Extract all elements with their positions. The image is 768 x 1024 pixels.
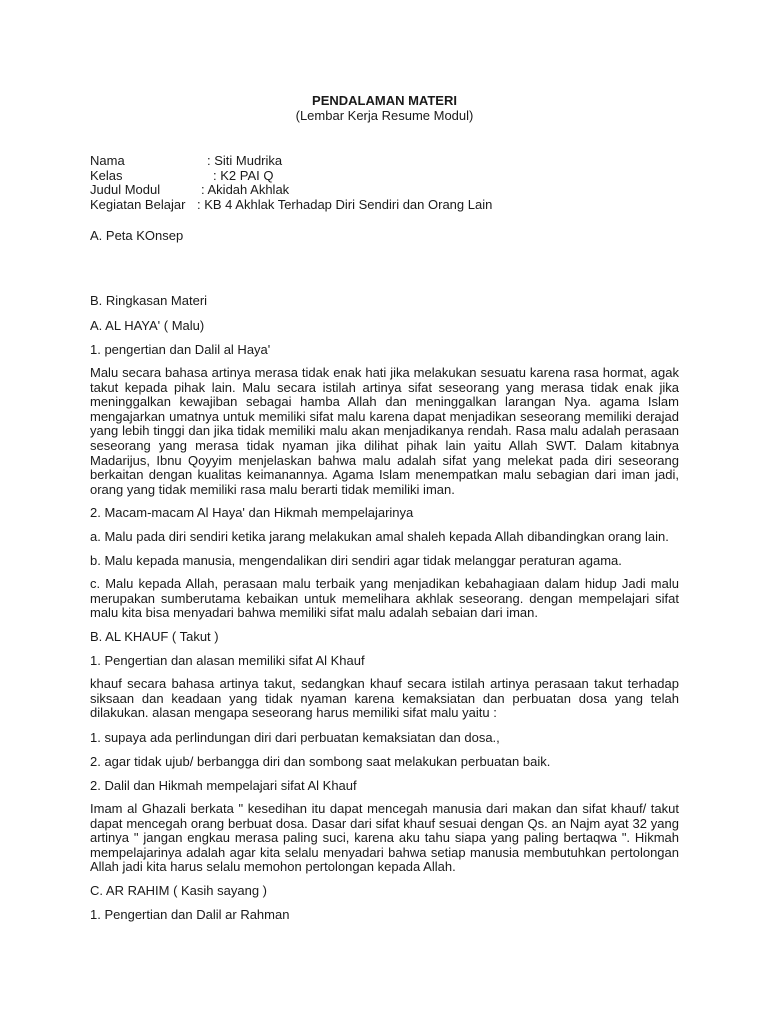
identity-value: : KB 4 Akhlak Terhadap Diri Sendiri dan Orang Lain [197, 196, 493, 212]
identity-label: Kegiatan Belajar [90, 196, 186, 212]
section-a-subheading-2: 2. Macam-macam Al Haya' dan Hikmah mempelajarinya [90, 505, 414, 520]
identity-label: Kelas [90, 167, 123, 183]
section-b-paragraph-1: khauf secara bahasa artinya takut, sedangkan khauf secara istilah artinya perasaan takut terhadap siksaan dan keadaan yang tidak nyaman karena kemaksiatan dan perbuatan dosa yang telah dilakukan. alasan mengapa seseorang harus memiliki sifat malu yaitu : [90, 676, 679, 721]
identity-label: Judul Modul [90, 182, 161, 198]
document-title: PENDALAMAN MATERI [312, 93, 457, 108]
section-b-item-1: 1. supaya ada perlindungan diri dari perbuatan kemaksiatan dan dosa., [90, 730, 500, 745]
section-c-subheading-1: 1. Pengertian dan Dalil ar Rahman [90, 907, 290, 922]
section-heading-peta-konsep: A. Peta KOnsep [90, 228, 184, 243]
section-a-item-a: a. Malu pada diri sendiri ketika jarang melakukan amal shaleh kepada Allah dibandingkan orang lain. [90, 529, 669, 544]
section-a-paragraph-1: Malu secara bahasa artinya merasa tidak enak hati jika melakukan sesuatu karena rasa hormat, agak takut kepada pihak lain. Malu secara istilah artinya sifat seseorang yang merasa tidak enak jika meninggalkan kewajiban sebagai hamba Allah dan meninggalkan larangan Nya. agama Islam mengajarkan umatnya untuk memiliki sifat malu karena dapat menjadikan seseorang memiliki derajad yang lebih tinggi dan jika tidak memiliki malu akan menjadikanya rendah. Rasa malu adalah perasaan seseorang yang merasa tidak nyaman jika dilihat pihak lain yaitu Allah SWT. Dalam kitabnya Madarijus, Ibnu Qoyyim menjelaskan bahwa malu adalah sifat yang melekat pada diri seseorang berkaitan dengan kualitas keimanannya. Agama Islam menempatkan malu sebagian dari iman jadi, orang yang tidak memiliki rasa malu berarti tidak memiliki iman. [90, 365, 679, 497]
section-b-heading: B. AL KHAUF ( Takut ) [90, 629, 219, 644]
identity-value: : Siti Mudrika [207, 153, 283, 168]
section-heading-ringkasan: B. Ringkasan Materi [90, 293, 208, 308]
section-b-subheading-2: 2. Dalil dan Hikmah mempelajari sifat Al Khauf [90, 778, 357, 793]
section-c-heading: C. AR RAHIM ( Kasih sayang ) [90, 883, 267, 898]
identity-label: Nama [90, 153, 125, 168]
section-a-item-b: b. Malu kepada manusia, mengendalikan diri sendiri agar tidak melanggar peraturan agama. [90, 553, 622, 568]
section-b-item-2: 2. agar tidak ujub/ berbangga diri dan sombong saat melakukan perbuatan baik. [90, 754, 551, 769]
identity-value: : K2 PAI Q [213, 167, 274, 183]
document-subtitle: (Lembar Kerja Resume Modul) [295, 108, 474, 123]
section-b-subheading-1: 1. Pengertian dan alasan memiliki sifat Al Khauf [90, 653, 365, 668]
section-a-item-c: c. Malu kepada Allah, perasaan malu terbaik yang menjadikan kebahagiaan dalam hidup Jadi malu merupakan sumberutama kebaikan untuk memelihara akhlak seseorang. dengan mempelajari sifat malu kita bisa menyadari bahwa memiliki sifat malu adalah sebaian dari iman. [90, 576, 679, 621]
section-b-paragraph-2: Imam al Ghazali berkata " kesedihan itu dapat mencegah manusia dari makan dan sifat khauf/ takut dapat mencegah orang berbuat dosa. Dasar dari sifat khauf sesuai dengan Qs. an Najm ayat 32 yang artinya " jangan engkau merasa paling suci, karena aku tahu siapa yang paling bertaqwa ". Hikmah mempelajarinya adalah agar kita selalu menyadari bahwa setiap manusia membutuhkan pertolongan Allah jadi kita harus selalu memohon pertolongan kepada Allah. [90, 801, 679, 875]
section-a-subheading-1: 1. pengertian dan Dalil al Haya' [90, 342, 271, 357]
identity-value: : Akidah Akhlak [201, 182, 290, 198]
section-a-heading: A. AL HAYA' ( Malu) [90, 318, 205, 333]
